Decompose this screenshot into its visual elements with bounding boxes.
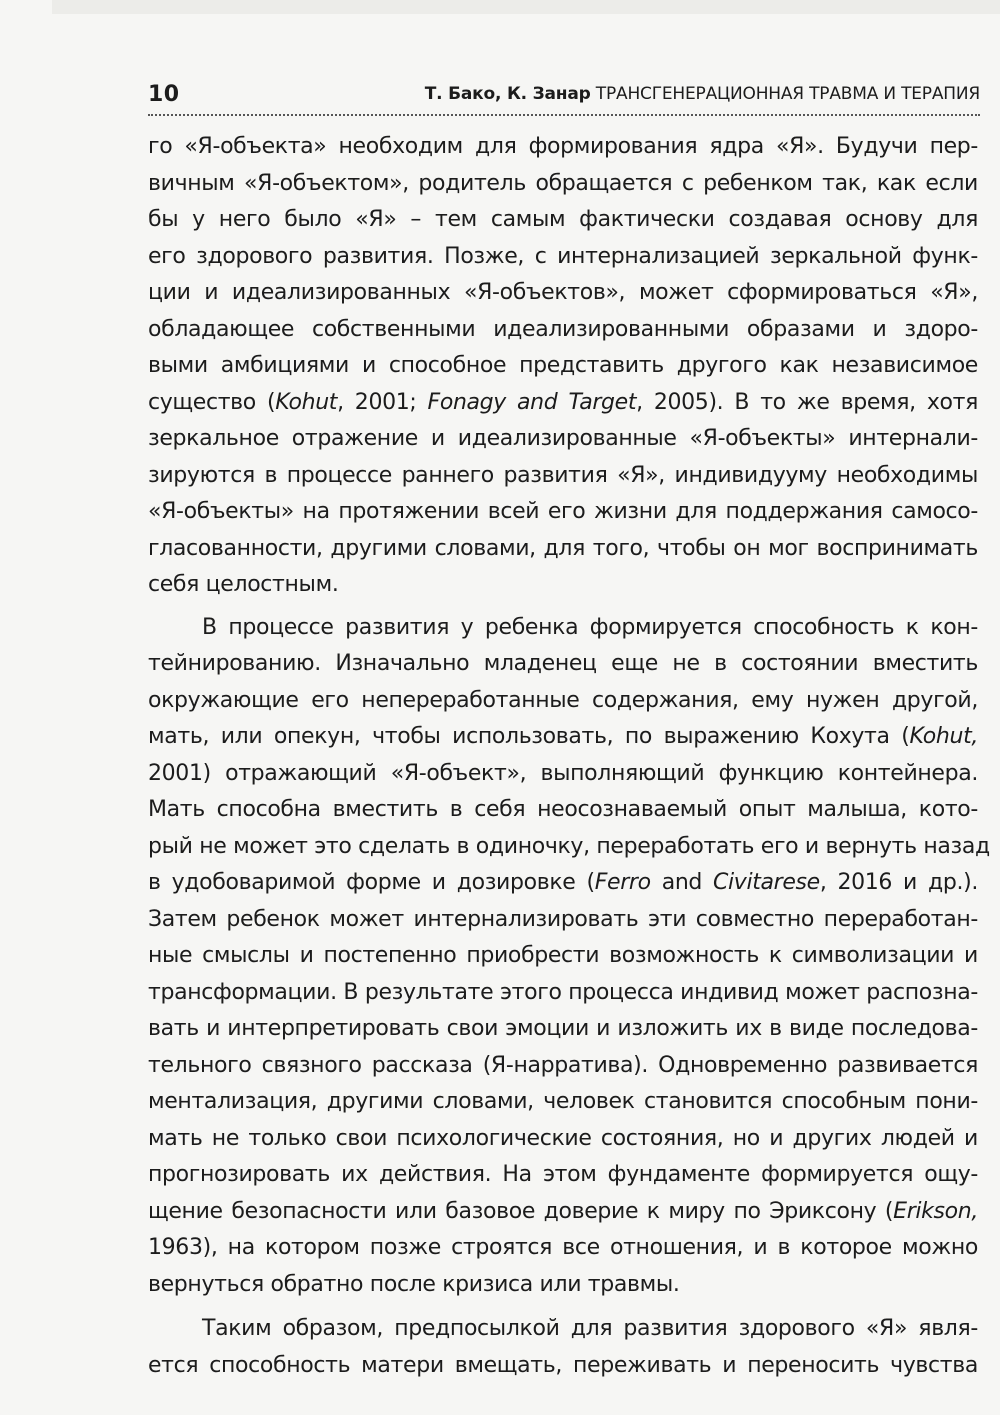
text-line: «Я-объекты» на протяжении всей его жизни для поддержания самосо-	[148, 499, 978, 524]
page-top-edge	[52, 0, 1000, 14]
text-line: обладающее собственными идеализированными образами и здоро-	[148, 316, 978, 342]
body-text	[148, 129, 990, 1384]
citation-author: Erikson,	[893, 1198, 978, 1224]
text-line: го «Я-объекта» необходим для формирования ядра «Я». Будучи пер-	[148, 134, 978, 159]
text-line: окружающие его непереработанные содержания, ему нужен другой,	[148, 687, 978, 713]
text-line: Затем ребенок может интернализировать эти совместно переработан-	[148, 906, 978, 932]
paragraph	[148, 129, 978, 604]
paragraph	[148, 1311, 978, 1384]
citation-author: Fonagy and Target	[427, 389, 637, 415]
text-line: зеркальное отражение и идеализированные «Я-объекты» интернали-	[148, 426, 978, 451]
text-line: выми амбициями и способное представить другого как независимое	[148, 353, 978, 378]
text-line: 1963), на котором позже строятся все отношения, и в которое можно	[148, 1235, 978, 1260]
text-line: Мать способна вместить в себя неосознаваемый опыт малыша, кото-	[148, 797, 978, 822]
text-line: его здорового развития. Позже, с интернализацией зеркальной функ-	[148, 243, 978, 269]
running-head-authors: Т. Бако, К. Занар	[424, 84, 591, 104]
paragraph	[148, 610, 990, 1304]
text-line: ции и идеализированных «Я-объектов», может сформироваться «Я»,	[148, 280, 978, 305]
text-line: себя целостным.	[148, 572, 339, 597]
text-line: тельного связного рассказа (Я-нарратива). Одновременно развивается	[148, 1052, 978, 1078]
text-line: ется способность матери вмещать, переживать и переносить чувства	[148, 1352, 978, 1378]
text-line: вать и интерпретировать свои эмоции и изложить их в виде последова-	[148, 1016, 978, 1041]
text-line: бы у него было «Я» – тем самым фактически создавая основу для	[148, 207, 978, 232]
text-line: вернуться обратно после кризиса или травмы.	[148, 1271, 680, 1297]
text-line: мать не только свои психологические состояния, но и других людей и	[148, 1125, 978, 1151]
citation-author: Civitarese	[713, 870, 820, 895]
text-line: В процессе развития у ребенка формируется способность к кон-	[202, 614, 978, 640]
text-line: 2001) отражающий «Я-объект», выполняющий функцию контейнера.	[148, 760, 978, 786]
running-header	[148, 80, 980, 116]
page-number: 10	[148, 82, 180, 107]
text-line: щение безопасности или базовое доверие к миру по Эриксону (Erikson,	[148, 1198, 978, 1224]
running-head	[425, 84, 980, 104]
text-line: рый не может это сделать в одиночку, переработать его и вернуть назад	[148, 833, 990, 859]
paragraph-gap	[148, 1303, 978, 1311]
text-line: в удобоваримой форме и дозировке (Ferro and Civitarese, 2016 и др.).	[148, 870, 978, 895]
text-line: гласованности, другими словами, для того, чтобы он мог воспринимать	[148, 535, 978, 561]
citation-author: Kohut	[275, 389, 338, 415]
citation-author: Kohut,	[909, 724, 978, 749]
text-line: трансформации. В результате этого процесса индивид может распозна-	[148, 979, 978, 1005]
text-line: тейнированию. Изначально младенец еще не в состоянии вместить	[148, 651, 978, 676]
text-line: зируются в процессе раннего развития «Я», индивидууму необходимы	[148, 462, 978, 488]
text-line: вичным «Я-объектом», родитель обращается с ребенком так, как если	[148, 170, 978, 196]
text-line: ментализация, другими словами, человек становится способным пони-	[148, 1089, 978, 1114]
text-line: Таким образом, предпосылкой для развития здорового «Я» явля-	[202, 1316, 978, 1341]
text-line: мать, или опекун, чтобы использовать, по выражению Кохута (Kohut,	[148, 724, 978, 749]
citation-author: Ferro	[594, 870, 651, 895]
text-line: существо (Kohut, 2001; Fonagy and Target, 2005). В то же время, хотя	[148, 389, 978, 415]
text-line: ные смыслы и постепенно приобрести возможность к символизации и	[148, 943, 978, 968]
running-head-book-title: ТРАНСГЕНЕРАЦИОННАЯ ТРАВМА И ТЕРАПИЯ	[595, 84, 980, 104]
text-line: прогнозировать их действия. На этом фундаменте формируется ощу-	[148, 1162, 978, 1187]
